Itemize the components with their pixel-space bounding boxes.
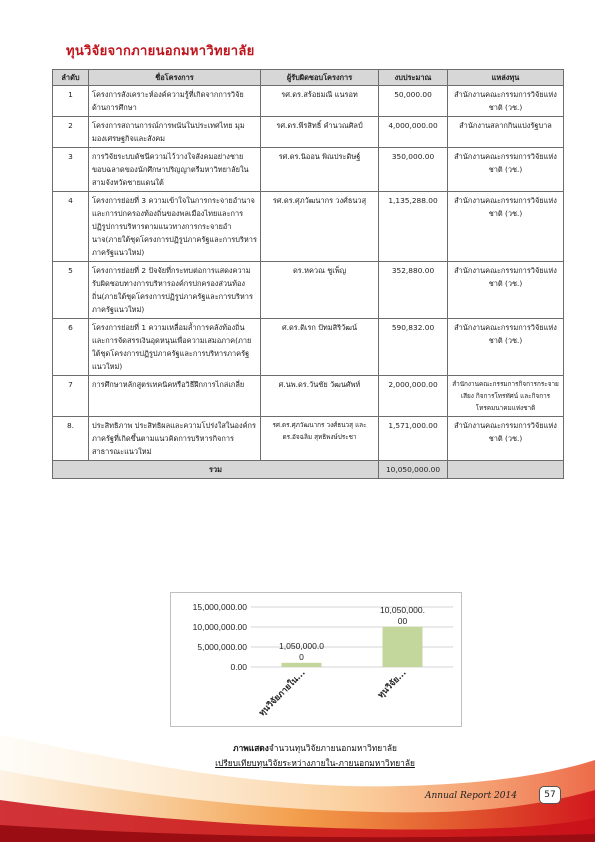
chart-caption-text: จำนวนทุนวิจัยภายนอกมหาวิทยาลัย (268, 743, 397, 753)
chart-caption (180, 741, 450, 755)
row-number: 5 (53, 262, 89, 319)
project-owner: รศ.ดร.ศุภวัฒนากร วงศ์ธนวสุ และ ดร.อัจฉลิม สุทธิพงษ์ประชา (261, 417, 379, 461)
chart-subcaption: เปรียบเทียบทุนวิจัยระหว่างภายใน-ภายนอกมหาวิทยาลัย (215, 758, 415, 768)
research-grants-table (52, 69, 564, 479)
table-row (53, 262, 564, 319)
budget-amount: 4,000,000.00 (379, 117, 448, 148)
y-tick-label: 0.00 (230, 662, 247, 672)
funding-source: สำนักงานคณะกรรมการกิจการกระจายเสียง กิจการโทรทัศน์ และกิจการโทรคมนาคมแห่งชาติ (448, 376, 564, 417)
budget-amount: 50,000.00 (379, 86, 448, 117)
budget-comparison-chart (170, 592, 462, 727)
col-header-project: ชื่อโครงการ (89, 70, 261, 86)
y-tick-label: 15,000,000.00 (192, 602, 247, 612)
project-owner: ดร.หควณ ชูเพ็ญ (261, 262, 379, 319)
project-name: โครงการย่อยที่ 3 ความเข้าใจในการกระจายอำนาจและการปกครองท้องถิ่นของพลเมืองไทยและการปฏิรูปการบริหารตามแนวทางการกระจายอำนาจ(ภายใต้ชุดโครงการปฏิรูปภาครัฐและการบริหารภาครัฐแนวใหม่) (89, 192, 261, 262)
y-tick-label: 10,000,000.00 (192, 622, 247, 632)
budget-amount: 1,571,000.00 (379, 417, 448, 461)
funding-source: สำนักงานคณะกรรมการวิจัยแห่งชาติ (วช.) (448, 86, 564, 117)
budget-amount: 352,880.00 (379, 262, 448, 319)
project-name: ประสิทธิภาพ ประสิทธิผลและความโปร่งใสในองค์กรภาครัฐที่เกิดขึ้นตามแนวคิดการบริหารกิจการสาธารณะแนวใหม่ (89, 417, 261, 461)
project-owner: ศ.ดร.ดิเรก ปัทมสิริวัฒน์ (261, 319, 379, 376)
table-row (53, 86, 564, 117)
table-row (53, 319, 564, 376)
row-number: 6 (53, 319, 89, 376)
row-number: 3 (53, 148, 89, 192)
project-name: การศึกษาหลักสูตรเทคนิคหรือวิธีฝึกการไกล่เกลี่ย (89, 376, 261, 417)
col-header-owner: ผู้รับผิดชอบโครงการ (261, 70, 379, 86)
project-name: โครงการสถานการณ์การพนันในประเทศไทย มุมมองเศรษฐกิจและสังคม (89, 117, 261, 148)
chart-bar (383, 627, 423, 667)
budget-amount: 2,000,000.00 (379, 376, 448, 417)
annual-report-label: Annual Report 2014 (425, 791, 517, 801)
data-label: 00 (397, 615, 408, 626)
project-name: โครงการย่อยที่ 1 ความเหลื่อมล้ำการคลังท้องถิ่นและการจัดสรรเงินอุดหนุนเพื่อความเสมอภาค(ภายใต้ชุดโครงการปฏิรูปภาครัฐและการบริหารภาครัฐแนวใหม่) (89, 319, 261, 376)
total-label: รวม (53, 461, 379, 479)
table-row (53, 417, 564, 461)
chart-bar (282, 663, 322, 667)
funding-source: สำนักงานคณะกรรมการวิจัยแห่งชาติ (วช.) (448, 192, 564, 262)
total-empty-cell (448, 461, 564, 479)
project-name: โครงการย่อยที่ 2 ปัจจัยที่กระทบต่อการแสดงความรับผิดชอบทางการบริหารองค์กรปกครองส่วนท้องถิ่น(ภายใต้ชุดโครงการปฏิรูปภาครัฐและการบริหารภาครัฐแนวใหม่) (89, 262, 261, 319)
total-value: 10,050,000.00 (379, 461, 448, 479)
x-category-label: ทุนวิจัย... (376, 668, 409, 701)
page-title: ทุนวิจัยจากภายนอกมหาวิทยาลัย (66, 44, 255, 59)
x-category-label: ทุนวิจัยภายใน... (257, 668, 308, 719)
total-row (53, 461, 564, 479)
y-tick-label: 5,000,000.00 (197, 642, 247, 652)
data-label: 10,050,000. (380, 604, 425, 615)
row-number: 2 (53, 117, 89, 148)
project-owner: ศ.นพ.ดร.วันชัย วัฒนศัพท์ (261, 376, 379, 417)
col-header-no: ลำดับ (53, 70, 89, 86)
row-number: 1 (53, 86, 89, 117)
table-row (53, 192, 564, 262)
chart-caption-prefix: ภาพแสดง (233, 743, 269, 753)
budget-amount: 1,135,288.00 (379, 192, 448, 262)
table-row (53, 376, 564, 417)
table-row (53, 148, 564, 192)
project-owner: รศ.ดร.พีรสิทธิ์ คำนวณศิลป์ (261, 117, 379, 148)
budget-amount: 350,000.00 (379, 148, 448, 192)
col-header-budget: งบประมาณ (379, 70, 448, 86)
data-label: 0 (299, 651, 304, 662)
funding-source: สำนักงานคณะกรรมการวิจัยแห่งชาติ (วช.) (448, 319, 564, 376)
funding-source: สำนักงานคณะกรรมการวิจัยแห่งชาติ (วช.) (448, 417, 564, 461)
project-name: การวิจัยระบบดัชนีความไว้วางใจสังคมอย่างชายขอบฉลาดของนักศึกษาปริญญาตรีมหาวิทยาลัยในสามจังหวัดชายแดนใต้ (89, 148, 261, 192)
table-header-row (53, 70, 564, 86)
row-number: 7 (53, 376, 89, 417)
row-number: 8. (53, 417, 89, 461)
row-number: 4 (53, 192, 89, 262)
col-header-source: แหล่งทุน (448, 70, 564, 86)
funding-source: สำนักงานคณะกรรมการวิจัยแห่งชาติ (วช.) (448, 262, 564, 319)
budget-amount: 590,832.00 (379, 319, 448, 376)
funding-source: สำนักงานคณะกรรมการวิจัยแห่งชาติ (วช.) (448, 148, 564, 192)
project-owner: รศ.ดร.นิออน พิณประดิษฐ์ (261, 148, 379, 192)
project-owner: รศ.ดร.สร้อยมณี แนรอท (261, 86, 379, 117)
funding-source: สำนักงานสลากกินแบ่งรัฐบาล (448, 117, 564, 148)
data-label: 1,050,000.0 (279, 640, 324, 651)
chart-canvas (171, 593, 461, 726)
project-name: โครงการสังเคราะห์องค์ความรู้ที่เกิดจากการวิจัยด้านการศึกษา (89, 86, 261, 117)
project-owner: รศ.ดร.ศุภวัฒนากร วงศ์ธนวสุ (261, 192, 379, 262)
page-number: 57 (539, 786, 561, 804)
table-row (53, 117, 564, 148)
